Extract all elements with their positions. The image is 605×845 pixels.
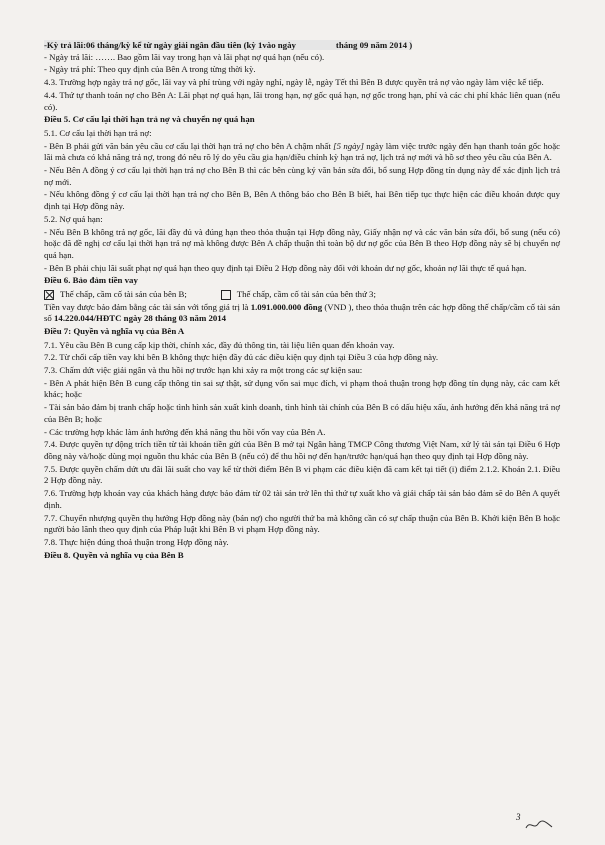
signature-icon	[524, 818, 554, 832]
paragraph: - Ngày trả lãi: ……. Bao gồm lãi vay trong hạn và lãi phạt nợ quá hạn (nếu có).	[44, 51, 325, 62]
text: 06 tháng/kỳ kể từ ngày giải ngân đầu tiên (kỳ 1vào ngày	[86, 40, 296, 50]
text: [5 ngày]	[333, 140, 364, 151]
text: ngày làm việc trước ngày đến hạn thanh toán gốc hoặc lãi mà chưa có khả năng trả nợ, trong đó nêu rõ lý do yêu cầu gia hạn/điều chỉnh kỳ hạn trả nợ, lịch trả nợ mới và hồ sơ theo yêu cầu của Bên A.	[44, 140, 560, 163]
paragraph: 5.2. Nợ quá hạn:	[44, 213, 103, 224]
text: tháng 09 năm 2014 )	[335, 40, 413, 50]
paragraph: 7.8. Thực hiện đúng thoả thuận trong Hợp đồng này.	[44, 536, 229, 547]
text: 14.220.044/HĐTC ngày 28 tháng 03 năm 2014	[54, 313, 227, 324]
signature-mark	[524, 818, 554, 832]
paragraph: - Các trường hợp khác làm ảnh hưởng đến khả năng thu hồi vốn vay của Bên A.	[44, 426, 326, 437]
paragraph: - Nếu không đồng ý cơ cấu lại thời hạn trả nợ cho Bên B, Bên A thông báo cho Bên B biết, hai Bên tiếp tục thực hiện các điều khoản được quy định tại Hợp đồng này.	[44, 189, 560, 212]
paragraph: - Nếu Bên B không trả nợ gốc, lãi đầy đủ và đúng hạn theo thỏa thuận tại Hợp đồng này, Giấy nhận nợ và các văn bản sửa đổi, bổ sung (nếu có) hoặc đã đề nghị cơ cấu lại thời hạn trả nợ mà không được Bên A chấp thuận thì toàn bộ dư nợ gốc của Bên B theo Hợp đồng này sẽ bị chuyển nợ quá hạn.	[44, 226, 560, 260]
paragraph: 4.4. Thứ tự thanh toán nợ cho Bên A: Lãi phạt nợ quá hạn, lãi trong hạn, nợ gốc quá hạn, nợ gốc trong hạn, phí và các chi phí khác liên quan (nếu có).	[44, 89, 560, 112]
text: -Kỳ trả lãi:	[44, 40, 87, 50]
checkbox-label: Thế chấp, cầm cố tài sản của bên B;	[60, 288, 187, 299]
checkbox-third-party-assets[interactable]	[221, 290, 231, 300]
text: Tiền vay được bảo đảm bằng các tài sản với tổng giá trị là	[44, 301, 251, 312]
paragraph	[44, 302, 560, 325]
article-7-heading: Điều 7: Quyền và nghĩa vụ của Bên A	[44, 325, 185, 336]
document-page	[44, 40, 560, 563]
paragraph: - Bên A phát hiện Bên B cung cấp thông tin sai sự thật, sử dụng vốn sai mục đích, vi phạm thoả thuận trong hợp đồng tín dụng này, các cam kết khác; hoặc	[44, 377, 560, 400]
paragraph: 7.5. Được quyền chấm dứt ưu đãi lãi suất cho vay kể từ thời điểm Bên B vi phạm các điều kiện đã cam kết tại tiết (i) điểm 2.1.2. Khoản 2.1. Điều 2 Hợp đồng này.	[44, 463, 560, 486]
paragraph: 5.1. Cơ cấu lại thời hạn trả nợ:	[44, 127, 152, 138]
text: (VND ), theo thỏa thuận trên các hợp đồng thế chấp/cầm cố tài sản số	[44, 301, 560, 324]
paragraph: 7.1. Yêu cầu Bên B cung cấp kịp thời, chính xác, đầy đủ thông tin, tài liệu liên quan đến khoản vay.	[44, 339, 395, 350]
paragraph: - Bên B phải chịu lãi suất phạt nợ quá hạn theo quy định tại Điều 2 Hợp đồng này đối với khoản dư nợ gốc, khoản nợ lãi thực tế quá hạn.	[44, 262, 527, 273]
article-6-heading: Điều 6. Bảo đảm tiền vay	[44, 275, 138, 286]
paragraph: - Ngày trả phí: Theo quy định của Bên A trong từng thời kỳ.	[44, 64, 256, 75]
checkbox-label: Thế chấp, cầm cố tài sản của bên thứ 3;	[236, 288, 376, 299]
security-options	[44, 289, 560, 301]
paragraph: - Nếu Bên A đồng ý cơ cấu lại thời hạn trả nợ cho Bên B thì các bên cùng ký văn bản sửa đổi, bổ sung Hợp đồng tín dụng này để xác định lịch trả nợ mới.	[44, 165, 560, 187]
interest-period-line	[44, 40, 412, 50]
article-5-heading: Điều 5. Cơ cấu lại thời hạn trả nợ và chuyển nợ quá hạn	[44, 114, 255, 125]
text: - Bên B phải gửi văn bản yêu cầu cơ cấu lại thời hạn trả nợ cho bên A chậm nhất	[44, 140, 334, 151]
checkbox-own-assets[interactable]	[44, 290, 54, 300]
paragraph	[44, 141, 560, 164]
paragraph: 7.2. Từ chối cấp tiền vay khi bên B không thực hiện đầy đủ các điều kiện quy định tại Điều 3 của hợp đồng này.	[44, 352, 439, 363]
paragraph: 7.4. Được quyền tự động trích tiền từ tài khoản tiền gửi của Bên B mở tại Ngân hàng TMCP Công thương Việt Nam, xử lý tài sản tại Điều 6 Hợp đồng này và/hoặc dùng mọi nguồn thu khác của Bên B (nếu có) để thu hồi nợ đến hạn/trước hạn/quá hạn theo quy định tại Hợp đồng này.	[44, 439, 560, 461]
page-number: 3	[516, 812, 521, 822]
article-8-heading: Điều 8. Quyền và nghĩa vụ của Bên B	[44, 549, 184, 560]
paragraph: 7.3. Chấm dứt việc giải ngân và thu hồi nợ trước hạn khi xảy ra một trong các sự kiện sau:	[44, 365, 363, 376]
paragraph: 4.3. Trường hợp ngày trả nợ gốc, lãi vay và phí trùng với ngày nghỉ, ngày lễ, ngày Tết thì Bên B được quyền trả nợ vào ngày làm việc kế tiếp.	[44, 77, 544, 88]
paragraph: 7.6. Trường hợp khoản vay của khách hàng được bảo đảm từ 02 tài sản trở lên thì thứ tự xuất kho và giải chấp tài sản bảo đảm sẽ do Bên A quyết định.	[44, 488, 560, 510]
paragraph: - Tài sản bảo đảm bị tranh chấp hoặc tình hình sản xuất kinh doanh, tình hình tài chính của Bên B có dấu hiệu xấu, ảnh hưởng đến khả năng trả nợ của Bên B; hoặc	[44, 402, 560, 424]
text: 1.091.000.000 đồng	[250, 301, 323, 312]
paragraph: 7.7. Chuyển nhượng quyền thụ hưởng Hợp đồng này (bán nợ) cho người thứ ba mà không cần có sự chấp thuận của Bên B. Khởi kiện Bên B hoặc người bảo lãnh theo quy định của Pháp luật khi Bên B vi phạm Hợp đồng này.	[44, 512, 560, 535]
